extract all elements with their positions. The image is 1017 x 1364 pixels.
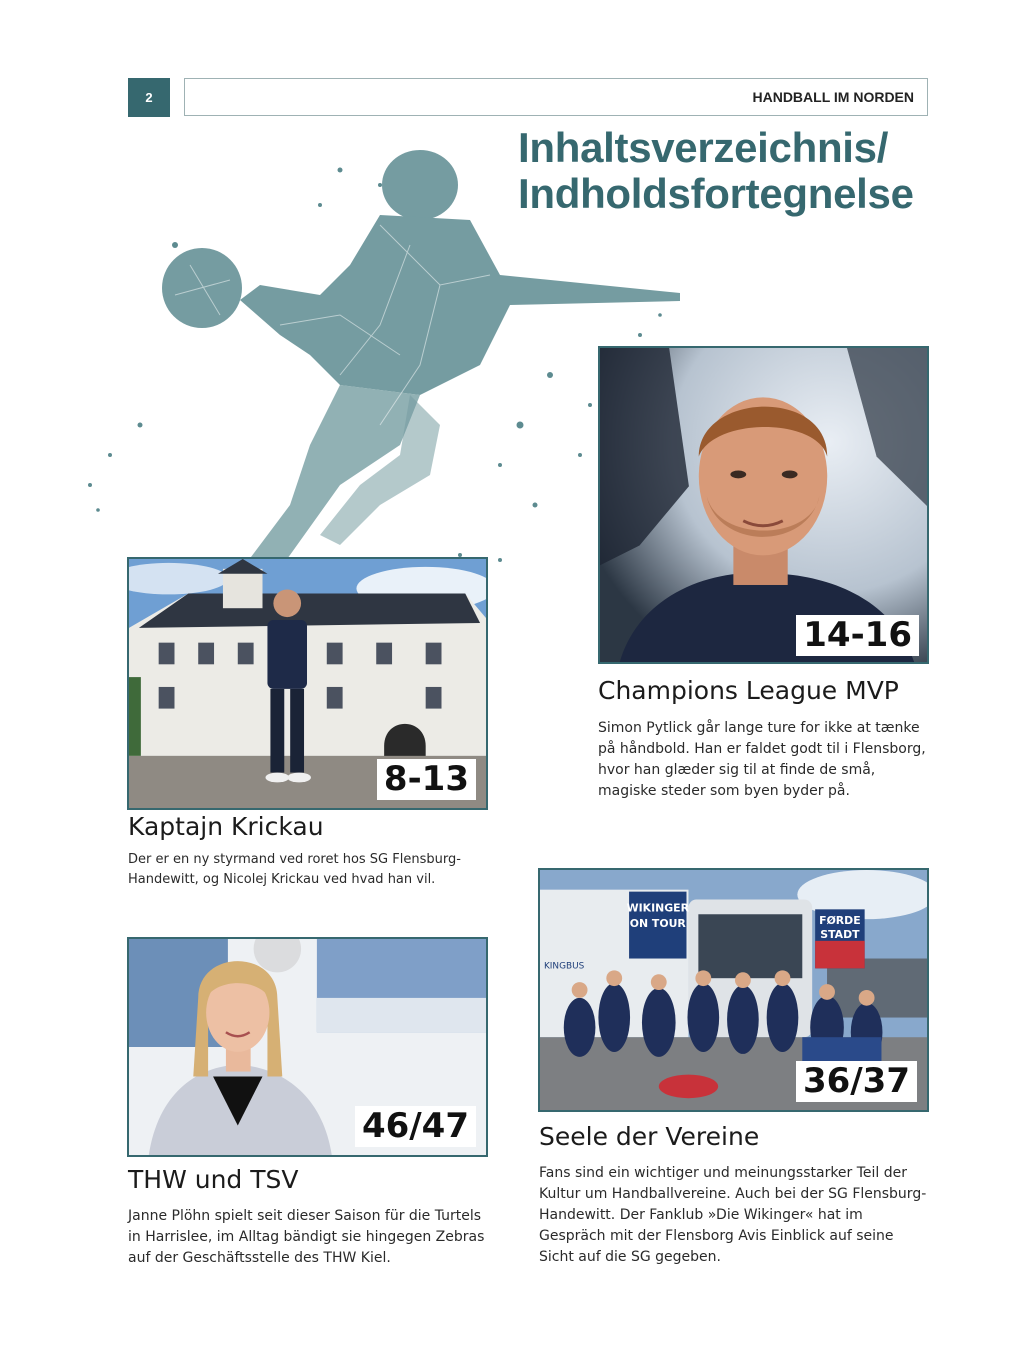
- banner-text: STADT: [820, 927, 860, 941]
- office-portrait-photo: [127, 937, 488, 1157]
- article-teaser: Fans sind ein wichtiger und meinungsstarker Teil der Kultur um Handballvereine. Auch bei der SG Flensburg-Handewitt. Der Fanklub »Die Wikinger« hat im Gespräch mit der Flensborg Avis Einblick auf seine Sicht auf die SG gegeben.: [539, 1165, 927, 1265]
- article-teaser: Janne Plöhn spielt seit dieser Saison für die Turtels in Harrislee, im Alltag bändigt sie hingegen Zebras auf der Geschäftsstelle des THW Kiel.: [128, 1208, 485, 1266]
- page-title: [518, 125, 914, 217]
- article-title: Champions League MVP: [598, 676, 899, 705]
- page-badge: 8-13: [377, 759, 476, 800]
- page-badge: 36/37: [796, 1061, 917, 1102]
- bus-label: KINGBUS: [543, 961, 585, 972]
- article-title: THW und TSV: [128, 1165, 299, 1194]
- portrait-photo: [598, 346, 929, 664]
- article-teaser: Der er en ny styrmand ved roret hos SG Flensburg-Handewitt, og Nicolej Krickau ved hvad han vil.: [128, 852, 461, 887]
- article-title: Seele der Vereine: [539, 1122, 760, 1151]
- page-badge: 14-16: [796, 615, 919, 656]
- article-title: Kaptajn Krickau: [128, 812, 324, 841]
- page-number: 2: [128, 78, 170, 117]
- fanclub-group-photo: [538, 868, 929, 1112]
- article-teaser: Simon Pytlick går lange ture for ikke at tænke på håndbold. Han er faldet godt til i Flensborg, hvor han glæder sig til at finde de små, magiske steder som byen byder på.: [598, 720, 926, 799]
- page-badge: 46/47: [355, 1106, 476, 1147]
- building-photo: [127, 557, 488, 810]
- banner-text: ON TOUR: [629, 917, 686, 931]
- banner-text: FØRDE: [819, 914, 861, 928]
- title-line-2: Indholdsfortegnelse: [518, 170, 914, 217]
- banner-text: WIKINGER: [626, 901, 689, 915]
- section-title: HANDBALL IM NORDEN: [752, 89, 914, 105]
- section-header: [184, 78, 928, 116]
- title-line-1: Inhaltsverzeichnis/: [518, 124, 889, 171]
